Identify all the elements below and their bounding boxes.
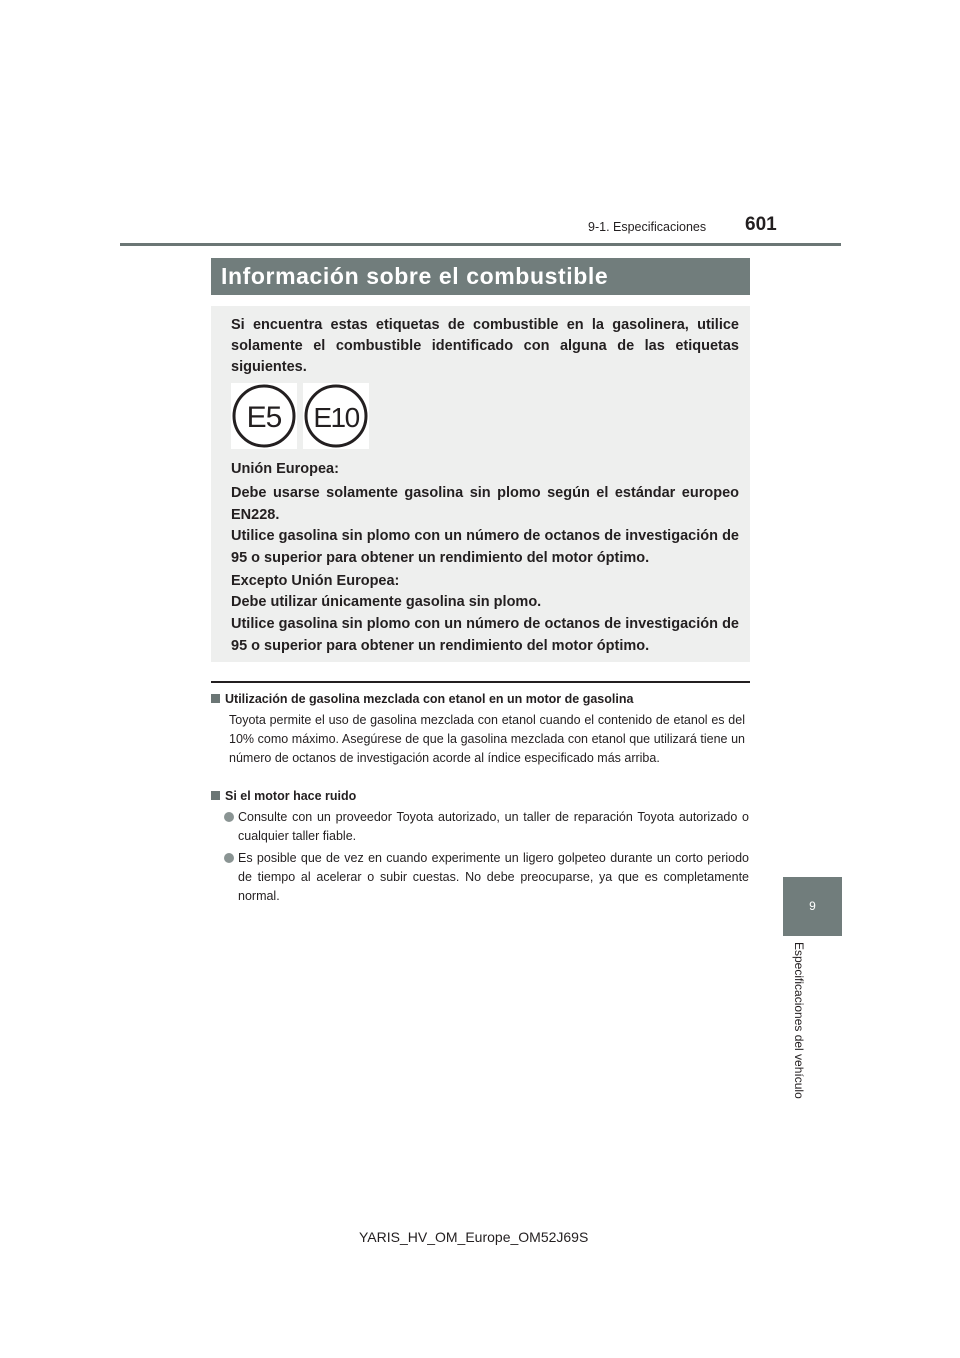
square-bullet-icon	[211, 791, 220, 800]
fuel-label-e10-text: E10	[313, 402, 359, 433]
non-eu-heading: Excepto Unión Europea:	[231, 573, 400, 589]
section-rule	[211, 681, 750, 683]
page-title: Información sobre el combustible	[211, 258, 750, 295]
noise-bullet-1-text: Consulte con un proveedor Toyota autorizado, un taller de reparación Toyota autorizado o cualquier taller fiable.	[238, 810, 749, 843]
header-rule	[120, 243, 841, 246]
chapter-tab[interactable]: 9	[783, 877, 842, 936]
ethanol-heading	[211, 692, 633, 706]
noise-heading	[211, 789, 356, 803]
footer-doc-code: YARIS_HV_OM_Europe_OM52J69S	[359, 1229, 589, 1245]
eu-line-1: Debe usarse solamente gasolina sin plomo según el estándar europeo EN228.	[231, 485, 739, 523]
non-eu-line-1: Debe utilizar únicamente gasolina sin plomo.	[231, 594, 542, 610]
round-bullet-icon	[224, 812, 234, 822]
round-bullet-icon	[224, 853, 234, 863]
noise-bullet-1	[224, 808, 749, 846]
fuel-label-e5	[231, 383, 297, 449]
non-eu-line-2: Utilice gasolina sin plomo con un número de octanos de investigación de 95 o superior para obtener un rendimiento del motor óptimo.	[231, 616, 739, 654]
page-number: 601	[745, 214, 777, 235]
noise-bullet-2-text: Es posible que de vez en cuando experimente un ligero golpeteo durante un corto periodo de tiempo al acelerar o subir cuestas. No debe preocuparse, ya que es completamente normal.	[238, 851, 749, 903]
chapter-label: Especificaciones del vehículo	[792, 942, 806, 1099]
header-section-title: 9-1. Especificaciones	[588, 220, 707, 234]
noise-bullet-2	[224, 849, 749, 906]
eu-heading: Unión Europea:	[231, 461, 339, 477]
fuel-label-e5-text: E5	[246, 401, 282, 434]
square-bullet-icon	[211, 694, 220, 703]
ethanol-body: Toyota permite el uso de gasolina mezclada con etanol cuando el contenido de etanol es del 10% como máximo. Asegúrese de que la gasolina mezclada con etanol que utilizará tiene un número de octanos de investigación acorde al índice especificado más arriba.	[229, 713, 745, 765]
fuel-label-e10	[303, 383, 369, 449]
info-intro: Si encuentra estas etiquetas de combustible en la gasolinera, utilice solamente el combustible identificado con alguna de las etiquetas siguientes.	[231, 317, 739, 375]
ethanol-heading-text: Utilización de gasolina mezclada con etanol en un motor de gasolina	[225, 692, 634, 706]
eu-line-2: Utilice gasolina sin plomo con un número de octanos de investigación de 95 o superior para obtener un rendimiento del motor óptimo.	[231, 528, 739, 566]
noise-heading-text: Si el motor hace ruido	[225, 789, 357, 803]
